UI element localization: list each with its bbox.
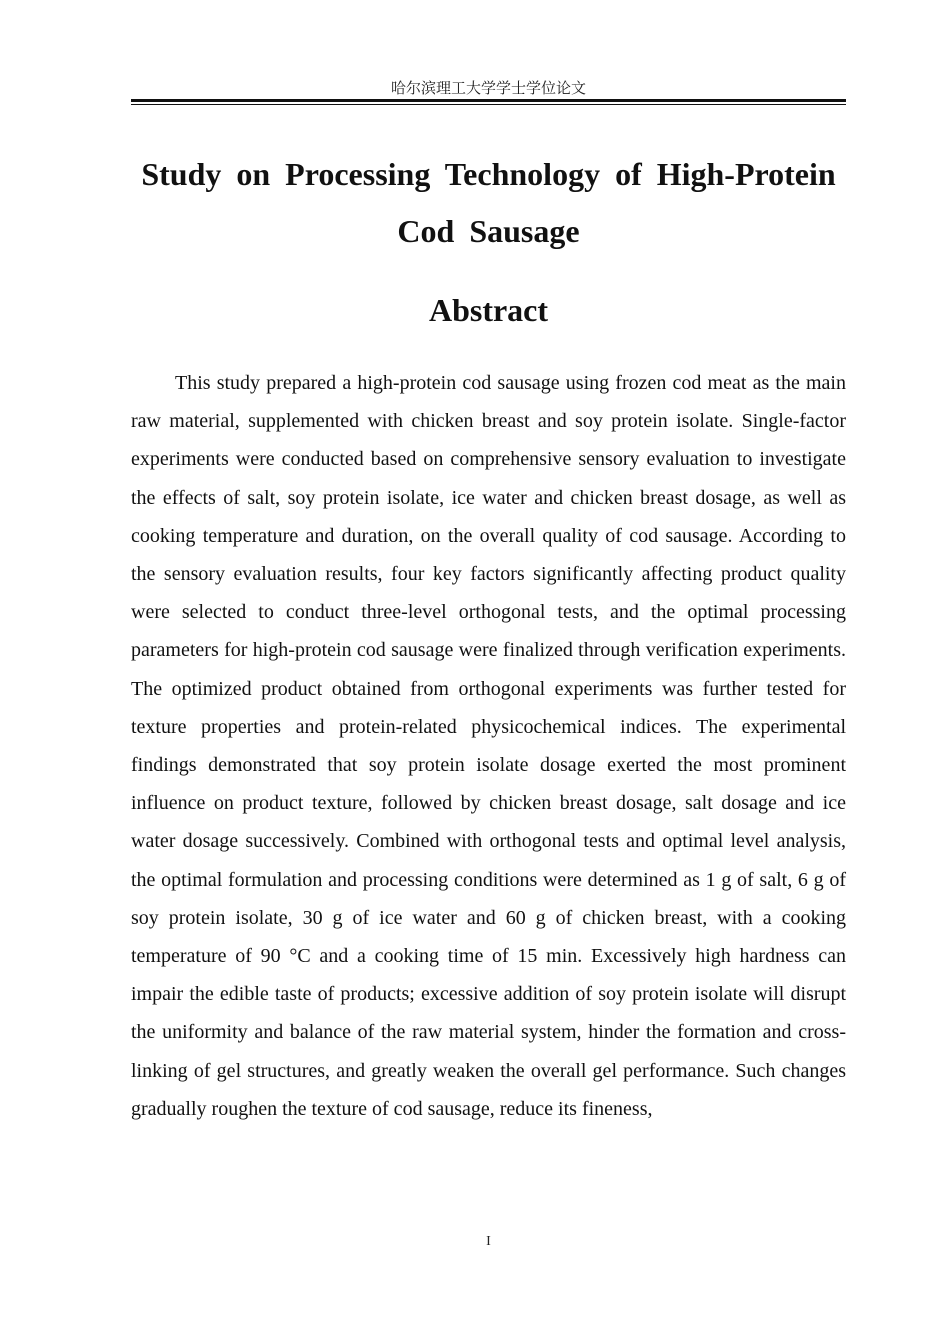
header-rule-thin	[131, 104, 846, 105]
abstract-heading: Abstract	[428, 292, 549, 328]
thesis-title: Study on Processing Technology of High-Protein Cod Sausage	[141, 156, 836, 249]
page-number: I	[486, 1234, 491, 1249]
abstract-paragraph: This study prepared a high-protein cod sausage using frozen cod meat as the main raw material, supplemented with chicken breast and soy protein isolate. Single-factor experiments were conducted based on comprehensive sensory evaluation to investigate the effects of salt, soy protein isolate, ice water and chicken breast dosage, as well as cooking temperature and duration, on the overall quality of cod sausage. According to the sensory evaluation results, four key factors significantly affecting product quality were selected to conduct three-level orthogonal tests, and the optimal processing parameters for high-protein cod sausage were finalized through verification experiments. The optimized product obtained from orthogonal experiments was further tested for texture properties and protein-related physicochemical indices. The experimental findings demonstrated that soy protein isolate dosage exerted the most prominent influence on product texture, followed by chicken breast dosage, salt dosage and ice water dosage successively. Combined with orthogonal tests and optimal level analysis, the optimal formulation and processing conditions were determined as 1 g of salt, 6 g of soy protein isolate, 30 g of ice water and 60 g of chicken breast, with a cooking temperature of 90 °C and a cooking time of 15 min. Excessively high hardness can impair the edible taste of products; excessive addition of soy protein isolate will disrupt the uniformity and balance of the raw material system, hinder the formation and cross-linking of gel structures, and greatly weaken the overall gel performance. Such changes gradually roughen the texture of cod sausage, reduce its fineness,	[131, 372, 846, 1120]
running-header: 哈尔滨理工大学学士学位论文	[390, 79, 586, 97]
header-rule-thick	[131, 99, 846, 102]
